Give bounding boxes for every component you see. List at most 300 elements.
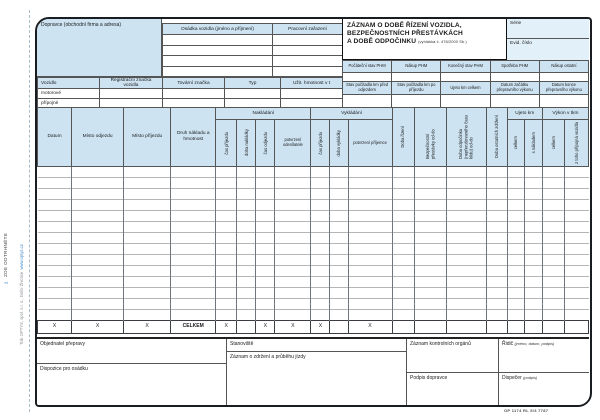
record-cell xyxy=(564,167,588,178)
record-cell xyxy=(524,211,542,222)
record-cell xyxy=(311,310,330,321)
record-cell xyxy=(311,299,330,310)
form-header-section xyxy=(37,19,589,107)
record-cell xyxy=(524,266,542,277)
record-cell xyxy=(486,310,507,321)
col-header-doba-ostatnich-zdrzeni: Doba ostatních zdržení xyxy=(486,108,507,167)
record-cell xyxy=(311,266,330,277)
record-cell xyxy=(524,189,542,200)
dispozice-box: Dispozice pro osádku xyxy=(37,364,227,406)
record-cell xyxy=(311,244,330,255)
record-cell xyxy=(38,200,72,211)
record-cell xyxy=(275,310,311,321)
record-cell xyxy=(216,266,237,277)
crew-role-cell xyxy=(273,45,343,55)
crew-table xyxy=(162,23,342,77)
record-cell xyxy=(256,310,275,321)
record-cell xyxy=(486,189,507,200)
record-cell xyxy=(124,178,171,189)
record-cell xyxy=(446,310,486,321)
record-cell xyxy=(171,310,216,321)
record-row xyxy=(38,200,589,211)
record-cell xyxy=(216,167,237,178)
record-row xyxy=(38,266,589,277)
crew-name-cell xyxy=(163,56,273,66)
crew-name-cell xyxy=(163,35,273,45)
totals-cell xyxy=(392,321,414,334)
record-cell xyxy=(216,200,237,211)
record-cell xyxy=(72,200,124,211)
group-header-ujeto-km: Ujeto km xyxy=(507,108,542,120)
record-cell xyxy=(414,222,446,233)
crew-role-cell xyxy=(273,56,343,66)
totals-row xyxy=(38,321,589,334)
record-cell xyxy=(124,277,171,288)
record-cell xyxy=(237,178,256,189)
totals-cell xyxy=(542,321,564,334)
record-cell xyxy=(414,244,446,255)
record-cell xyxy=(330,189,348,200)
km-cell xyxy=(343,95,392,108)
record-cell xyxy=(507,200,524,211)
record-cell xyxy=(524,233,542,244)
record-cell xyxy=(414,255,446,266)
record-cell xyxy=(486,299,507,310)
record-cell xyxy=(524,277,542,288)
ridic-note: (jméno, datum, podpis) xyxy=(514,341,555,346)
record-cell xyxy=(524,200,542,211)
record-cell xyxy=(446,288,486,299)
record-cell xyxy=(392,167,414,178)
record-cell xyxy=(171,189,216,200)
group-header-vykladani: Vykládání xyxy=(311,108,392,120)
fuel-km-table xyxy=(342,60,589,107)
record-cell xyxy=(171,288,216,299)
record-cell xyxy=(124,255,171,266)
group-header-vykon-tkm: Výkon v tkm xyxy=(542,108,588,120)
col-header-potvrzeni-prijemce: potvrzení příjemce xyxy=(348,120,392,167)
fuel-cell xyxy=(441,73,490,82)
record-cell xyxy=(414,200,446,211)
record-cell xyxy=(72,178,124,189)
totals-cell: X xyxy=(311,321,330,334)
record-cell xyxy=(392,200,414,211)
col-header-misto-prijezdu: Místo příjezdu xyxy=(124,108,171,167)
vehicle-col-header: Vozidlo xyxy=(38,78,100,89)
crew-name-cell xyxy=(163,66,273,76)
dispecer-box: Dispečer (podpis) xyxy=(499,373,589,406)
fuel-cell xyxy=(539,73,588,82)
record-cell xyxy=(392,222,414,233)
record-cell xyxy=(256,277,275,288)
fuel-cell xyxy=(343,73,392,82)
totals-cell xyxy=(237,321,256,334)
record-cell xyxy=(564,266,588,277)
record-cell xyxy=(392,255,414,266)
record-cell xyxy=(348,222,392,233)
col-header-druh-nakladu: Druh nákladu a hmotnost xyxy=(171,108,216,167)
col-header-doba-vykladky: doba vykládky xyxy=(330,120,348,167)
record-cell xyxy=(311,277,330,288)
record-cell xyxy=(171,167,216,178)
record-cell xyxy=(564,189,588,200)
col-header-misto-odjezdu: Místo odjezdu xyxy=(72,108,124,167)
record-cell xyxy=(256,189,275,200)
record-cell xyxy=(524,299,542,310)
record-cell xyxy=(171,222,216,233)
record-cell xyxy=(275,222,311,233)
record-cell xyxy=(330,277,348,288)
record-cell xyxy=(392,211,414,222)
record-cell xyxy=(542,310,564,321)
record-cell xyxy=(486,178,507,189)
record-cell xyxy=(256,288,275,299)
record-cell xyxy=(564,299,588,310)
record-cell xyxy=(216,299,237,310)
vehicle-col-header: Užit. hmotnost v t xyxy=(281,78,343,89)
record-cell xyxy=(348,277,392,288)
crew-name-header: Osádka vozidla (jméno a příjmení) xyxy=(163,24,273,35)
record-cell xyxy=(216,310,237,321)
totals-cell xyxy=(524,321,542,334)
record-cell xyxy=(311,167,330,178)
record-cell xyxy=(171,255,216,266)
record-cell xyxy=(564,288,588,299)
record-cell xyxy=(171,178,216,189)
record-cell xyxy=(72,233,124,244)
record-cell xyxy=(237,233,256,244)
crew-role-cell xyxy=(273,66,343,76)
crew-name-cell xyxy=(163,45,273,55)
record-cell xyxy=(216,277,237,288)
record-cell xyxy=(507,255,524,266)
record-cell xyxy=(414,288,446,299)
km-cell xyxy=(539,95,588,108)
record-cell xyxy=(486,277,507,288)
record-cell xyxy=(124,288,171,299)
record-cell xyxy=(348,200,392,211)
record-cell xyxy=(564,200,588,211)
record-cell xyxy=(486,266,507,277)
scissors-icon: ✂ xyxy=(3,278,9,285)
form-title-line2: BEZPEČNOSTNÍCH PŘESTÁVKÁCH xyxy=(347,30,463,38)
record-cell xyxy=(507,288,524,299)
record-cell xyxy=(507,167,524,178)
record-cell xyxy=(256,255,275,266)
record-cell xyxy=(542,233,564,244)
record-cell xyxy=(392,244,414,255)
record-cell xyxy=(216,189,237,200)
totals-cell: X xyxy=(216,321,237,334)
record-cell xyxy=(237,167,256,178)
record-row xyxy=(38,255,589,266)
record-cell xyxy=(348,189,392,200)
record-cell xyxy=(507,178,524,189)
dispecer-note: (podpis) xyxy=(523,375,538,380)
record-cell xyxy=(507,222,524,233)
record-cell xyxy=(348,288,392,299)
totals-cell: X xyxy=(275,321,311,334)
col-header-doba-nakladky: doba nakládky xyxy=(237,120,256,167)
record-cell xyxy=(564,233,588,244)
record-cell xyxy=(124,266,171,277)
record-cell xyxy=(275,211,311,222)
record-cell xyxy=(564,277,588,288)
record-cell xyxy=(38,288,72,299)
km-header: Datum začátku přepravního výkonu xyxy=(490,82,539,95)
kontrolni-organy-box: Záznam kontrolních orgánů xyxy=(407,339,499,373)
record-row xyxy=(38,277,589,288)
fuel-header: Nákup ostatní xyxy=(539,61,588,73)
record-cell xyxy=(446,178,486,189)
printer-imprint: Tisk OPTYS, spol. s r. o., Dolní Životice www.optys.cz xyxy=(19,244,24,345)
totals-cell xyxy=(486,321,507,334)
col-header-doba-rizeni: Doba řízení xyxy=(392,108,414,167)
record-row xyxy=(38,211,589,222)
record-cell xyxy=(124,189,171,200)
record-cell xyxy=(124,200,171,211)
record-cell xyxy=(542,288,564,299)
totals-cell xyxy=(446,321,486,334)
record-cell xyxy=(124,310,171,321)
record-cell xyxy=(392,178,414,189)
col-header-datum: Datum xyxy=(38,108,72,167)
record-cell xyxy=(564,255,588,266)
record-cell xyxy=(216,233,237,244)
totals-cell: X xyxy=(256,321,275,334)
record-cell xyxy=(256,167,275,178)
form-title-note: (vyhláška č. 478/2000 Sb.) xyxy=(418,39,467,45)
record-cell xyxy=(237,288,256,299)
record-cell xyxy=(330,299,348,310)
record-row xyxy=(38,299,589,310)
col-header-potvrzeni-odesilatele: potvrzení odesílatele xyxy=(275,120,311,167)
form-sheet xyxy=(35,17,592,407)
record-cell xyxy=(542,266,564,277)
col-header-bezpecnostni-prestavky: Bezpečnostní přestávky od-do xyxy=(414,108,446,167)
record-cell xyxy=(564,244,588,255)
record-cell xyxy=(524,222,542,233)
vehicle-cell xyxy=(163,89,225,99)
series-box xyxy=(507,19,589,60)
totals-cell xyxy=(507,321,524,334)
record-cell xyxy=(524,178,542,189)
record-cell xyxy=(348,266,392,277)
record-cell xyxy=(524,167,542,178)
km-header: Ujeto km celkem xyxy=(441,82,490,95)
record-cell xyxy=(392,299,414,310)
col-header-doba-odpocinku: Doba odpočinku (nepřerušovaného času klidu) od-do xyxy=(446,108,486,167)
objednatel-box: Objednatel přepravy xyxy=(37,339,227,364)
record-cell xyxy=(330,222,348,233)
record-cell xyxy=(124,211,171,222)
record-cell xyxy=(392,233,414,244)
record-cell xyxy=(124,244,171,255)
record-cell xyxy=(486,244,507,255)
totals-cell xyxy=(564,321,588,334)
record-cell xyxy=(275,233,311,244)
record-cell xyxy=(392,189,414,200)
record-row xyxy=(38,189,589,200)
record-cell xyxy=(414,299,446,310)
record-cell xyxy=(414,277,446,288)
record-cell xyxy=(507,266,524,277)
record-cell xyxy=(72,255,124,266)
form-title-box xyxy=(342,19,507,60)
record-cell xyxy=(446,233,486,244)
record-cell xyxy=(348,244,392,255)
record-row xyxy=(38,222,589,233)
record-cell xyxy=(414,233,446,244)
record-cell xyxy=(311,233,330,244)
record-cell xyxy=(564,222,588,233)
record-cell xyxy=(446,299,486,310)
record-cell xyxy=(237,277,256,288)
record-cell xyxy=(72,189,124,200)
record-cell xyxy=(507,211,524,222)
col-header-cas-odjezdu: čas odjezdu xyxy=(256,120,275,167)
vehicle-col-header: Tovární značka xyxy=(163,78,225,89)
record-cell xyxy=(507,189,524,200)
record-cell xyxy=(311,288,330,299)
record-cell xyxy=(38,189,72,200)
record-cell xyxy=(486,211,507,222)
record-cell xyxy=(446,244,486,255)
record-cell xyxy=(275,167,311,178)
record-cell xyxy=(38,266,72,277)
record-cell xyxy=(542,277,564,288)
record-cell xyxy=(542,189,564,200)
record-cell xyxy=(216,178,237,189)
record-cell xyxy=(507,299,524,310)
record-cell xyxy=(38,211,72,222)
record-cell xyxy=(446,200,486,211)
record-cell xyxy=(38,233,72,244)
record-cell xyxy=(124,299,171,310)
record-cell xyxy=(237,266,256,277)
record-cell xyxy=(237,222,256,233)
record-cell xyxy=(72,211,124,222)
record-cell xyxy=(256,299,275,310)
record-row xyxy=(38,310,589,321)
record-cell xyxy=(392,310,414,321)
crew-role-header: Pracovní zařazení xyxy=(273,24,343,35)
record-cell xyxy=(564,310,588,321)
record-cell xyxy=(275,244,311,255)
km-header: Stav počítadla km po příjezdu xyxy=(392,82,441,95)
record-cell xyxy=(542,299,564,310)
fuel-header: Spotřeba PHM xyxy=(490,61,539,73)
zaznam-zdrzeni-box: Záznam o zdržení a průběhu jízdy xyxy=(227,352,407,406)
record-cell xyxy=(237,299,256,310)
record-cell xyxy=(275,288,311,299)
record-cell xyxy=(486,255,507,266)
record-cell xyxy=(311,178,330,189)
vehicle-cell xyxy=(100,89,163,99)
record-cell xyxy=(275,266,311,277)
km-cell xyxy=(392,95,441,108)
record-cell xyxy=(446,277,486,288)
record-cell xyxy=(330,266,348,277)
carrier-label: Dopravce (obchodní firma a adresa) xyxy=(41,22,122,28)
record-cell xyxy=(564,178,588,189)
record-cell xyxy=(486,200,507,211)
podpis-dopravce-box: Podpis dopravce xyxy=(407,373,499,406)
record-cell xyxy=(171,277,216,288)
record-cell xyxy=(414,167,446,178)
record-cell xyxy=(330,178,348,189)
totals-cell xyxy=(330,321,348,334)
crew-role-cell xyxy=(273,35,343,45)
km-header: Stav počítadla km před odjezdem xyxy=(343,82,392,95)
form-title-line3: A DOBĚ ODPOČINKU (vyhláška č. 478/2000 Sb.) xyxy=(347,38,467,46)
vehicle-table xyxy=(37,77,342,107)
record-cell xyxy=(486,233,507,244)
record-cell xyxy=(507,244,524,255)
record-cell xyxy=(524,310,542,321)
col-header-ujeto-s-nakladem: s nákladem xyxy=(524,120,542,167)
form-footer-section xyxy=(37,337,589,404)
vehicle-cell xyxy=(225,89,281,99)
record-cell xyxy=(542,244,564,255)
record-cell xyxy=(330,310,348,321)
tear-here-label: ✂ ZDE ODTRHNĚTE xyxy=(3,232,9,285)
record-cell xyxy=(330,255,348,266)
ridic-box: Řidič (jméno, datum, podpis) xyxy=(499,339,589,373)
record-cell xyxy=(216,222,237,233)
record-cell xyxy=(275,189,311,200)
record-cell xyxy=(524,288,542,299)
vehicle-row-label: přípojné xyxy=(38,99,100,109)
record-cell xyxy=(486,288,507,299)
record-cell xyxy=(524,244,542,255)
record-cell xyxy=(237,255,256,266)
record-cell xyxy=(348,167,392,178)
fuel-cell xyxy=(490,73,539,82)
record-cell xyxy=(348,255,392,266)
record-cell xyxy=(171,266,216,277)
record-cell xyxy=(330,233,348,244)
record-cell xyxy=(38,299,72,310)
evidence-number-label: Evid. číslo xyxy=(507,39,589,60)
record-cell xyxy=(542,167,564,178)
form-title-line1: ZÁZNAM O DOBĚ ŘÍZENÍ VOZIDLA, xyxy=(347,22,462,29)
vehicle-col-header: Registrační značka vozidla xyxy=(100,78,163,89)
record-cell xyxy=(237,189,256,200)
record-cell xyxy=(171,244,216,255)
record-cell xyxy=(38,222,72,233)
record-cell xyxy=(72,310,124,321)
km-cell xyxy=(490,95,539,108)
record-cell xyxy=(38,255,72,266)
record-row xyxy=(38,288,589,299)
record-cell xyxy=(256,244,275,255)
col-header-cas-prijezdu-nakl: čas příjezdu xyxy=(216,120,237,167)
record-cell xyxy=(330,211,348,222)
record-cell xyxy=(507,233,524,244)
record-cell xyxy=(216,244,237,255)
printer-website: www.optys.cz xyxy=(19,244,24,270)
record-cell xyxy=(446,211,486,222)
record-cell xyxy=(237,211,256,222)
record-cell xyxy=(171,299,216,310)
record-cell xyxy=(542,255,564,266)
record-cell xyxy=(311,189,330,200)
record-cell xyxy=(256,211,275,222)
record-cell xyxy=(275,277,311,288)
vehicle-row-label: motorové xyxy=(38,89,100,99)
record-cell xyxy=(171,233,216,244)
